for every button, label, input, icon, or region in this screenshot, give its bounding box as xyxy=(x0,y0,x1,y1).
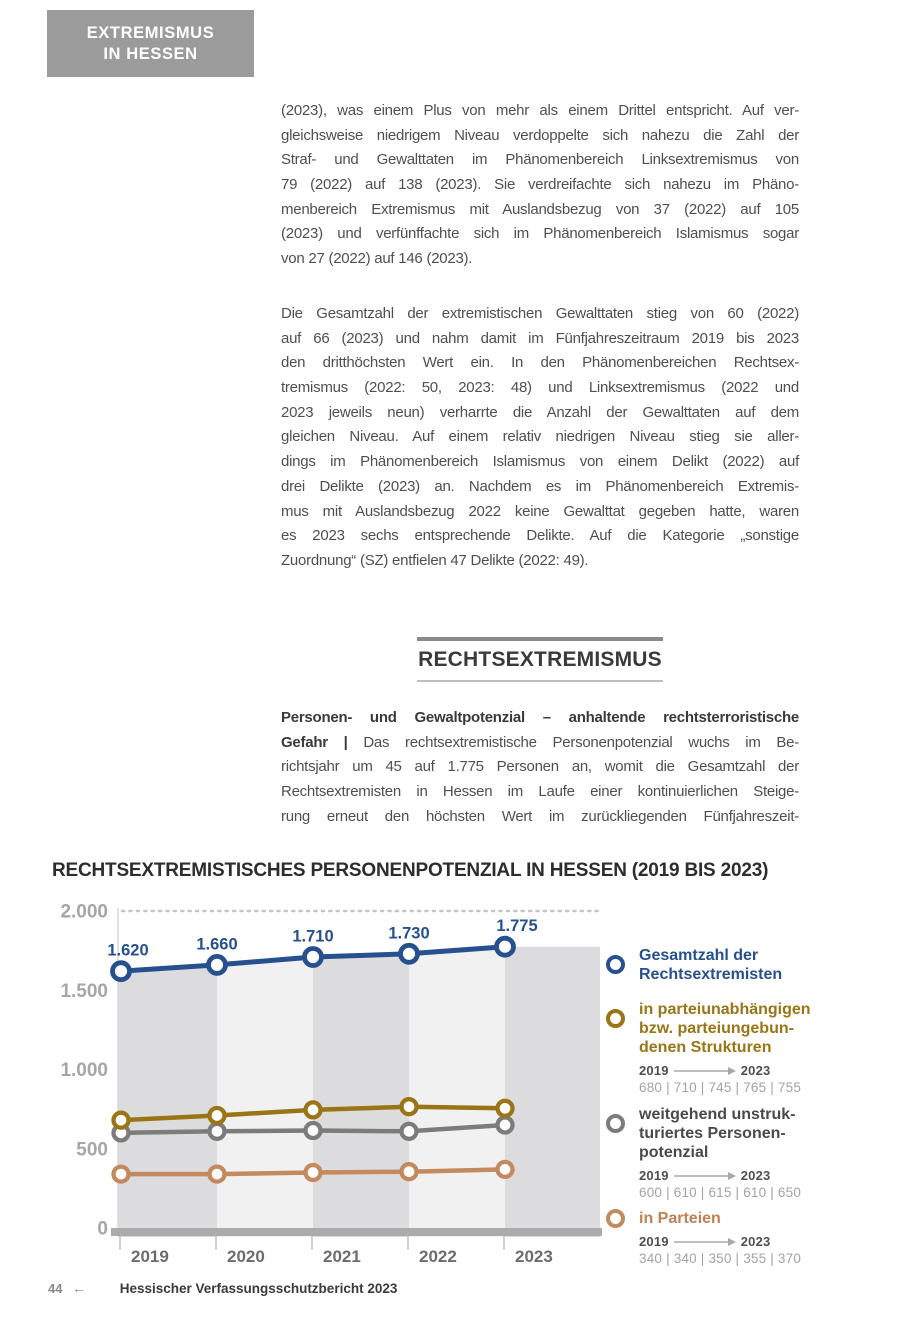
x-tick-label: 2022 xyxy=(419,1247,457,1266)
data-point xyxy=(402,1124,417,1139)
legend-marker-icon xyxy=(606,1114,625,1133)
data-point xyxy=(306,1102,321,1117)
data-point xyxy=(209,956,226,973)
legend-label: turiertes Personen- xyxy=(639,1125,786,1142)
legend-item xyxy=(606,946,875,984)
footer-page-number: 44 xyxy=(48,1281,63,1296)
text-line: rung erneut den höchsten Wert im zurückliegenden Fünfjahreszeit- xyxy=(281,807,799,825)
data-point xyxy=(210,1167,225,1182)
footer-report-title: Hessischer Verfassungsschutzbericht 2023 xyxy=(119,1281,398,1296)
legend-label: Gesamtzahl der xyxy=(639,947,759,964)
legend-label: in Parteien xyxy=(639,1210,721,1227)
text-line: den dritthöchsten Wert ein. In den Phänomenbereichen Rechtsex- xyxy=(281,354,799,372)
y-tick-label: 0 xyxy=(97,1218,108,1240)
legend-item xyxy=(606,1209,875,1266)
background-band xyxy=(313,895,409,1237)
body-paragraph-2 xyxy=(281,302,799,574)
legend-label: denen Strukturen xyxy=(639,1039,772,1056)
legend-marker-icon xyxy=(606,1009,625,1028)
right-arrow-icon xyxy=(673,1237,737,1247)
section-heading: RECHTSEXTREMISMUS xyxy=(418,648,662,671)
legend-item xyxy=(606,1000,875,1095)
data-point xyxy=(498,1101,513,1116)
legend-label: weitgehend unstruk- xyxy=(639,1106,796,1123)
legend-values: 340 | 340 | 350 | 355 | 370 xyxy=(639,1251,802,1266)
data-point xyxy=(498,1162,513,1177)
y-tick-label: 500 xyxy=(76,1139,108,1161)
legend-values: 680 | 710 | 745 | 765 | 755 xyxy=(639,1080,802,1095)
data-point xyxy=(305,949,322,966)
data-point xyxy=(402,1164,417,1179)
data-point xyxy=(401,945,418,962)
data-point xyxy=(113,963,130,980)
x-tick-label: 2021 xyxy=(323,1247,361,1266)
chapter-tab-line1: EXTREMISMUS xyxy=(86,23,215,42)
legend-label: Rechtsextremisten xyxy=(639,966,783,983)
chart-title: RECHTSEXTREMISTISCHES PERSONENPOTENZIAL IN HESSEN (2019 BIS 2023) xyxy=(52,860,769,881)
text-line: gleichsweise niedrigem Niveau verdoppelte sich nahezu die Zahl der xyxy=(281,126,799,144)
chapter-tab xyxy=(47,10,254,77)
y-tick-label: 2.000 xyxy=(60,901,108,923)
text-line: 2023 jeweils neun) verharrte die Anzahl der Gewalttaten auf dem xyxy=(281,403,799,421)
data-point-label: 1.620 xyxy=(107,941,149,960)
back-arrow-icon: ← xyxy=(72,1280,87,1296)
text-line: auf 66 (2023) und nahm damit im Fünfjahreszeitraum 2019 bis 2023 xyxy=(281,329,799,347)
personnel-line-chart xyxy=(45,895,610,1270)
right-arrow-icon xyxy=(673,1171,737,1181)
text-line: gleichen Niveau. Auf einem relativ niedrigen Niveau stieg sie aller- xyxy=(281,428,799,446)
text-line: Straf- und Gewalttaten im Phänomenbereich Linksextremismus von xyxy=(281,151,799,169)
data-point-label: 1.730 xyxy=(388,924,430,943)
page-footer xyxy=(48,1280,748,1296)
legend-item xyxy=(606,1105,875,1200)
data-point xyxy=(402,1099,417,1114)
text-line: (2023), was einem Plus von mehr als einem Drittel entspricht. Auf ver- xyxy=(281,102,799,119)
chapter-tab-line2: IN HESSEN xyxy=(103,44,198,63)
text-line: tremismus (2022: 50, 2023: 48) und Linksextremismus (2022 und xyxy=(281,379,799,397)
heading-rule-bottom xyxy=(417,680,663,682)
data-point xyxy=(498,1118,513,1133)
data-point xyxy=(210,1108,225,1123)
text-line: richtsjahr um 45 auf 1.775 Personen an, womit die Gesamtzahl der xyxy=(281,758,799,776)
x-tick-label: 2020 xyxy=(227,1247,265,1266)
text-line: Die Gesamtzahl der extremistischen Gewalttaten stieg von 60 (2022) xyxy=(281,305,799,322)
text-line: dings im Phänomenbereich Islamismus von einem Delikt (2022) auf xyxy=(281,453,799,471)
text-line: Gefahr | Das rechtsextremistische Personenpotenzial wuchs im Be- xyxy=(281,733,799,751)
legend-year-range: 2019 2023 xyxy=(639,1168,771,1183)
data-point-label: 1.775 xyxy=(496,917,538,936)
data-point-label: 1.710 xyxy=(292,927,334,946)
data-point xyxy=(306,1123,321,1138)
text-line: Zuordnung“ (SZ) entfielen 47 Delikte (2022: 49). xyxy=(281,551,589,569)
text-line: es 2023 sechs entsprechende Delikte. Auf die Kategorie „sonstige xyxy=(281,527,799,545)
right-arrow-icon xyxy=(673,1066,737,1076)
x-axis-baseline xyxy=(111,1228,602,1236)
data-point xyxy=(497,938,514,955)
y-tick-label: 1.500 xyxy=(60,980,108,1002)
data-point xyxy=(306,1165,321,1180)
legend-label: in parteiunabhängigen xyxy=(639,1001,811,1018)
legend-marker-icon xyxy=(606,955,625,974)
section-heading-block xyxy=(281,637,799,682)
legend-year-range: 2019 2023 xyxy=(639,1234,771,1249)
legend-label: bzw. parteiungebun- xyxy=(639,1020,794,1037)
text-line: Rechtsextremisten in Hessen im Laufe einer kontinuierlichen Steige- xyxy=(281,783,799,801)
data-point xyxy=(114,1113,129,1128)
x-tick-label: 2023 xyxy=(515,1247,553,1266)
y-tick-label: 1.000 xyxy=(60,1060,108,1081)
data-point-label: 1.660 xyxy=(196,935,238,954)
background-band xyxy=(505,895,600,1237)
legend-marker-icon xyxy=(606,1209,625,1228)
legend-label: potenzial xyxy=(639,1144,709,1161)
text-line: menbereich Extremismus mit Auslandsbezug von 37 (2022) auf 105 xyxy=(281,200,799,218)
data-point xyxy=(114,1167,129,1182)
text-line: von 27 (2022) auf 146 (2023). xyxy=(281,250,473,268)
text-line: drei Delikte (2023) an. Nachdem es im Phänomenbereich Extremis- xyxy=(281,477,799,495)
body-paragraph-1 xyxy=(281,99,799,272)
body-paragraph-3 xyxy=(281,706,799,829)
x-tick-label: 2019 xyxy=(131,1247,169,1266)
data-point xyxy=(210,1124,225,1139)
text-line: Personen- und Gewaltpotenzial – anhaltende rechtsterroristische xyxy=(281,709,799,726)
legend-values: 600 | 610 | 615 | 610 | 650 xyxy=(639,1185,802,1200)
legend-year-range: 2019 2023 xyxy=(639,1063,771,1078)
text-line: 79 (2022) auf 138 (2023). Sie verdreifachte sich nahezu im Phäno- xyxy=(281,176,799,194)
text-line: mus mit Auslandsbezug 2022 keine Gewalttat gegeben hatte, waren xyxy=(281,502,799,520)
text-line: (2023) und verfünffachte sich im Phänomenbereich Islamismus sogar xyxy=(281,225,799,243)
